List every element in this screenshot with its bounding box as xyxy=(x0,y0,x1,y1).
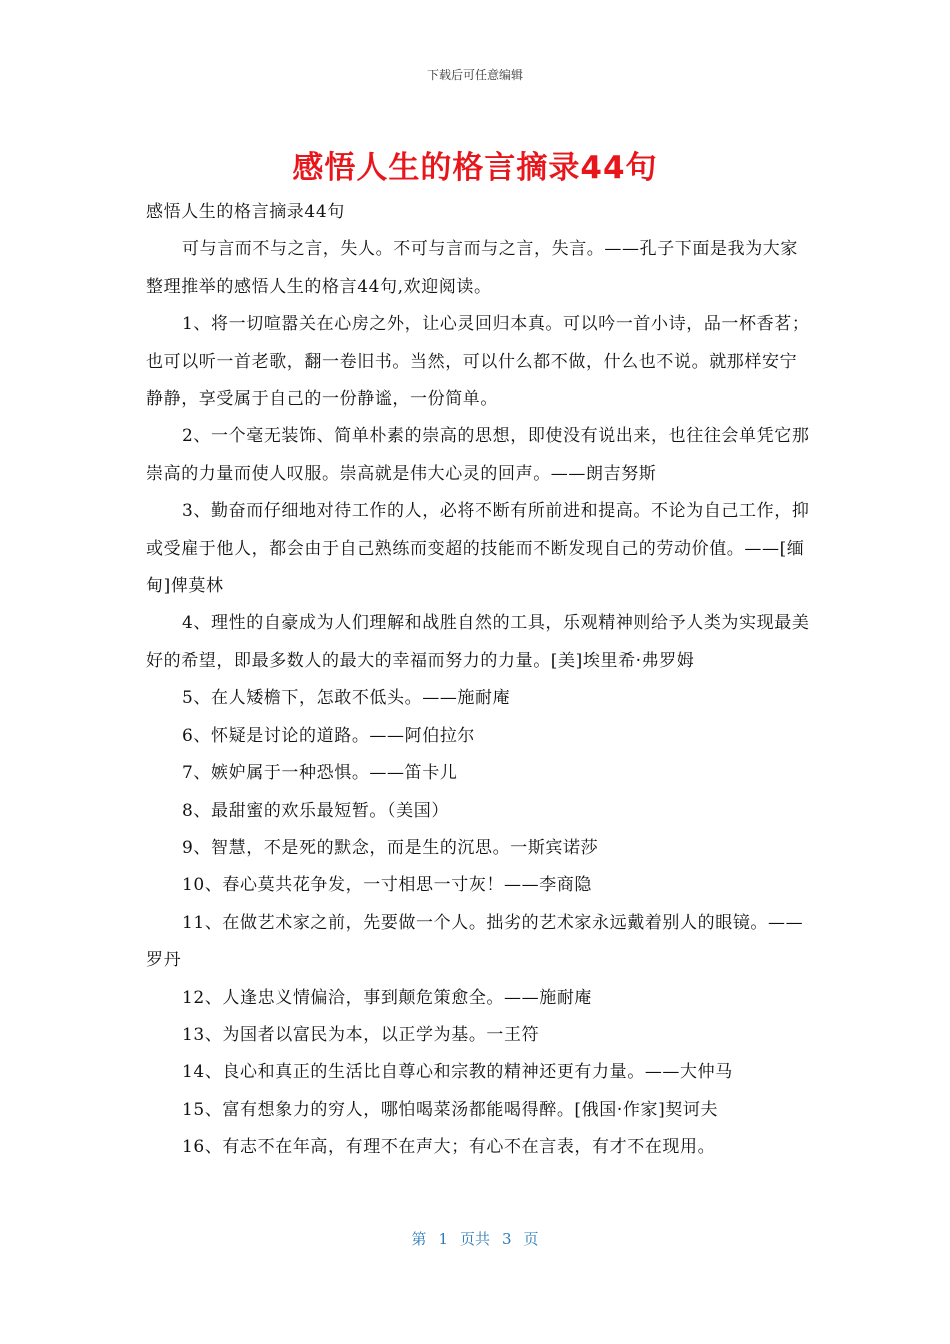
quote-item-16: 16、有志不在年高，有理不在声大；有心不在言表，有才不在现用。 xyxy=(182,1137,716,1158)
document-title: 感悟人生的格言摘录44句 xyxy=(292,150,658,186)
quote-item-9: 9、智慧，不是死的默念，而是生的沉思。一斯宾诺莎 xyxy=(182,837,599,858)
document-subtitle: 感悟人生的格言摘录44句 xyxy=(146,202,345,222)
quote-item-11: 11、在做艺术家之前，先要做一个人。拙劣的艺术家永远戴着别人的眼镜。——罗丹 xyxy=(146,912,804,971)
quote-item-12: 12、人逢忠义情偏洽，事到颠危策愈全。——施耐庵 xyxy=(182,987,593,1008)
footer-total-pages: 3 xyxy=(502,1230,512,1248)
quote-item-10: 10、春心莫共花争发，一寸相思一寸灰！——李商隐 xyxy=(182,875,593,896)
quote-item-2: 2、一个毫无装饰、简单朴素的崇高的思想，即使没有说出来，也往往会单凭它那崇高的力量而使人叹服。崇高就是伟大心灵的回声。——朗吉努斯 xyxy=(146,426,810,484)
quote-item-5: 5、在人矮檐下，怎敢不低头。——施耐庵 xyxy=(182,688,511,709)
quote-item-6: 6、怀疑是讨论的道路。——阿伯拉尔 xyxy=(182,725,476,746)
quote-item-14: 14、良心和真正的生活比自尊心和宗教的精神还更有力量。——大仲马 xyxy=(182,1062,733,1083)
footer-suffix: 页 xyxy=(523,1230,539,1248)
header-note: 下载后可任意编辑 xyxy=(426,68,523,82)
quote-item-7: 7、嫉妒属于一种恐惧。——笛卡儿 xyxy=(182,763,458,784)
page-footer xyxy=(0,1228,950,1249)
paragraph-intro: 可与言而不与之言，失人。不可与言而与之言，失言。——孔子下面是我为大家整理推举的感悟人生的格言44句,欢迎阅读。 xyxy=(146,239,798,297)
quote-item-1: 1、将一切喧嚣关在心房之外，让心灵回归本真。可以吟一首小诗，品一杯香茗；也可以听一首老歌，翻一卷旧书。当然，可以什么都不做，什么也不说。就那样安宁静静，享受属于自己的一份静谧，一份简单。 xyxy=(146,314,810,410)
footer-page-number: 1 xyxy=(438,1230,448,1248)
footer-middle: 页共 xyxy=(459,1230,490,1248)
quote-item-15: 15、富有想象力的穷人，哪怕喝菜汤都能喝得醉。[俄国·作家]契诃夫 xyxy=(182,1099,719,1120)
footer-prefix: 第 xyxy=(411,1230,427,1248)
quote-item-13: 13、为国者以富民为本，以正学为基。一王符 xyxy=(182,1024,540,1045)
quote-item-3: 3、勤奋而仔细地对待工作的人，必将不断有所前进和提高。不论为自己工作，抑或受雇于他人，都会由于自己熟练而变超的技能而不断发现自己的劳动价值。——[缅甸]俾莫林 xyxy=(146,501,810,597)
document-body xyxy=(146,194,811,1167)
quote-item-4: 4、理性的自豪成为人们理解和战胜自然的工具，乐观精神则给予人类为实现最美好的希望，即最多数人的最大的幸福而努力的力量。[美]埃里希·弗罗姆 xyxy=(146,613,810,671)
quote-item-8: 8、最甜蜜的欢乐最短暂。（美国） xyxy=(182,800,449,821)
